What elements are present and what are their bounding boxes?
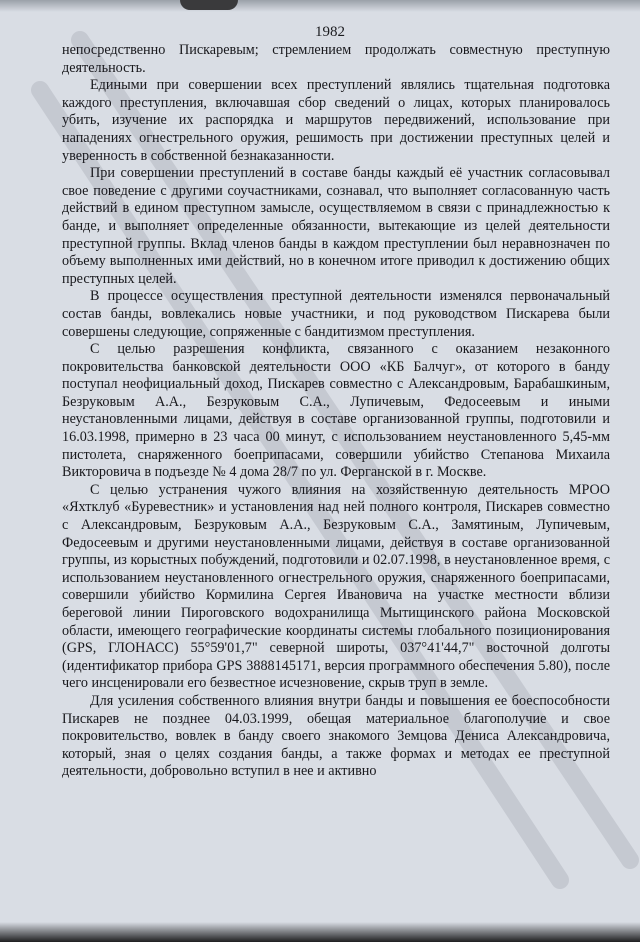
paragraph-4: В процессе осуществления преступной деятельности изменялся первоначальный состав банды, вовлекались новые участники, и под руководством Пискарева были совершены следующие, сопряженные с бандитизмом преступления. <box>62 288 610 340</box>
page-bottom-edge <box>0 922 640 942</box>
paragraph-2: Едиными при совершении всех преступлений являлись тщательная подготовка каждого преступления, включавшая сбор сведений о лицах, которых планировалось убить, изучение их распорядка и маршрутов передвижений, использование при нападениях огнестрельного оружия, решимость при достижении преступных целей и уверенность в собственной безнаказанности. <box>62 77 610 164</box>
page-top-edge <box>0 0 640 12</box>
paragraph-6: С целью устранения чужого влияния на хозяйственную деятельность МРОО «Яхтклуб «Буревестник» и установления над ней полного контроля, Пискарев совместно с Александровым, Безруковым А.А., Безруковым С.А., Замятиным, Лупичевым, Федосеевым и другими неустановленными лицами, действуя в составе организованной группы, из корыстных побуждений, подготовили и 02.07.1998, в неустановленное время, с использованием неустановленного огнестрельного оружия, снаряженного боеприпасами, совершили убийство Кормилина Сергея Ивановича на участке местности вблизи береговой линии Пироговского водохранилища Мытищинского района Московской области, имеющего географические координаты системы глобального позиционирования (GPS, ГЛОНАСС) 55°59'01,7" северной широты, 037°41'44,7" восточной долготы (идентификатор прибора GPS 3888145171, версия программного обеспечения 5.80), после чего инсценировали его безвестное исчезновение, скрыв труп в земле. <box>62 481 610 692</box>
paragraph-5: С целью разрешения конфликта, связанного с оказанием незаконного покровительства банковской деятельности ООО «КБ Балчуг», от которого в банду поступал неофициальный доход, Пискарев совместно с Александровым, Барабашкиным, Безруковым А.А., Безруковым С.А., Лупичевым, Федосеевым и иными неустановленными лицами, действуя в составе организованной группы, подготовили и 16.03.1998, примерно в 23 часа 00 минут, с использованием неустановленного 5,45-мм пистолета, снаряженного боеприпасами, совершили убийство Степанова Михаила Викторовича в подъезде № 4 дома 28/7 по ул. Ферганской в г. Москве. <box>62 341 610 481</box>
paragraph-1: непосредственно Пискаревым; стремлением продолжать совместную преступную деятельность. <box>62 42 610 76</box>
paragraph-7: Для усиления собственного влияния внутри банды и повышения ее боеспособности Пискарев не позднее 04.03.1999, обещая материальное благополучие и свое покровительство, вовлек в банду своего знакомого Земцова Дениса Александровича, который, зная о целях создания банды, а также формах и методах ее преступной деятельности, добровольно вступил в нее и активно <box>62 692 610 780</box>
page-number: 1982 <box>315 24 345 40</box>
document-body <box>62 42 610 781</box>
paragraph-3: При совершении преступлений в составе банды каждый её участник согласовывал свое поведение с другими соучастниками, сознавал, что выполняет согласованную часть действий в едином преступном замысле, осуществляемом в связи с принадлежностью к банде, и выполняет определенные обязанности, вытекающие из целей деятельности преступной группы. Вклад членов банды в каждом преступлении был неравнозначен по объему выполненных ими действий, но в конечном итоге приводил к достижению общих преступных целей. <box>62 165 610 287</box>
binder-clip <box>180 0 238 10</box>
